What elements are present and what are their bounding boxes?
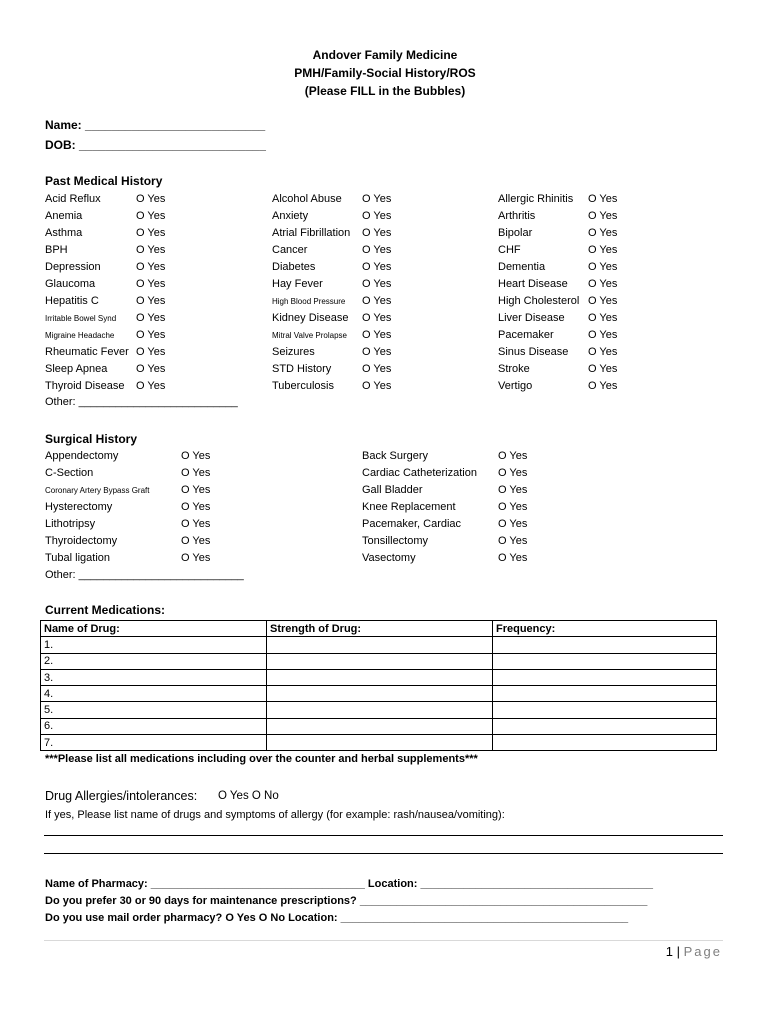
- pmh-yes-bubble[interactable]: O Yes: [588, 210, 618, 222]
- surgery-label: Lithotripsy: [45, 518, 96, 530]
- pmh-condition-label: Heart Disease: [498, 278, 568, 290]
- pmh-yes-bubble[interactable]: O Yes: [588, 227, 618, 239]
- pmh-yes-bubble[interactable]: O Yes: [588, 193, 618, 205]
- medication-name-cell[interactable]: 6.: [41, 718, 267, 734]
- pmh-condition-label: Sleep Apnea: [45, 363, 108, 375]
- pmh-yes-bubble[interactable]: O Yes: [588, 278, 618, 290]
- pmh-other-field[interactable]: Other: __________________________: [45, 396, 238, 408]
- col-drug-strength: Strength of Drug:: [267, 621, 493, 637]
- pmh-yes-bubble[interactable]: O Yes: [588, 244, 618, 256]
- col-drug-name: Name of Drug:: [41, 621, 267, 637]
- allergies-instruction: If yes, Please list name of drugs and symptoms of allergy (for example: rash/nausea/vomiting):: [45, 809, 505, 821]
- pmh-yes-bubble[interactable]: O Yes: [136, 210, 166, 222]
- pmh-yes-bubble[interactable]: O Yes: [362, 210, 392, 222]
- medication-name-cell[interactable]: 7.: [41, 735, 267, 751]
- pmh-condition-label: Kidney Disease: [272, 312, 349, 324]
- surgery-label: Pacemaker, Cardiac: [362, 518, 462, 530]
- surgery-label: C-Section: [45, 467, 94, 479]
- pmh-yes-bubble[interactable]: O Yes: [588, 312, 618, 324]
- pmh-yes-bubble[interactable]: O Yes: [362, 346, 392, 358]
- form-title: Andover Family Medicine: [312, 48, 458, 62]
- page-number: [666, 944, 722, 959]
- pmh-condition-label: Stroke: [498, 363, 530, 375]
- medication-strength-cell[interactable]: [267, 637, 493, 653]
- pmh-yes-bubble[interactable]: O Yes: [362, 261, 392, 273]
- allergy-line-2[interactable]: [44, 853, 723, 854]
- name-field[interactable]: Name: ___________________________: [45, 118, 266, 132]
- surgery-label: Hysterectomy: [45, 501, 113, 513]
- medication-row: [41, 653, 717, 669]
- surgery-label: Gall Bladder: [362, 484, 423, 496]
- medication-name-cell[interactable]: 2.: [41, 653, 267, 669]
- pmh-condition-label: STD History: [272, 363, 332, 375]
- medication-row: [41, 669, 717, 685]
- medication-frequency-cell[interactable]: [493, 718, 717, 734]
- medications-header-row: [41, 621, 717, 637]
- pmh-condition-label: Hepatitis C: [45, 295, 99, 307]
- mail-order-field[interactable]: Do you use mail order pharmacy? O Yes O No Location: _______________________________________________: [45, 912, 629, 924]
- surgery-label: Vasectomy: [362, 552, 416, 564]
- medications-note: ***Please list all medications including over the counter and herbal supplements***: [45, 753, 478, 765]
- pmh-yes-bubble[interactable]: O Yes: [362, 380, 392, 392]
- pmh-yes-bubble[interactable]: O Yes: [588, 346, 618, 358]
- medication-strength-cell[interactable]: [267, 653, 493, 669]
- pmh-condition-label: Irritable Bowel Synd: [45, 314, 117, 323]
- pmh-condition-label: Dementia: [498, 261, 546, 273]
- pmh-condition-label: Cancer: [272, 244, 308, 256]
- medication-row: [41, 702, 717, 718]
- pmh-yes-bubble[interactable]: O Yes: [588, 380, 618, 392]
- allergy-line-1[interactable]: [44, 835, 723, 836]
- surgery-yes-bubble[interactable]: O Yes: [498, 501, 528, 513]
- pmh-condition-label: CHF: [498, 244, 521, 256]
- medication-frequency-cell[interactable]: [493, 735, 717, 751]
- pmh-condition-label: Anxiety: [272, 210, 309, 222]
- surgery-yes-bubble[interactable]: O Yes: [498, 467, 528, 479]
- surgery-yes-bubble[interactable]: O Yes: [498, 450, 528, 462]
- pmh-yes-bubble[interactable]: O Yes: [588, 329, 618, 341]
- pmh-yes-bubble[interactable]: O Yes: [362, 244, 392, 256]
- surgery-yes-bubble[interactable]: O Yes: [181, 484, 211, 496]
- medication-name-cell[interactable]: 1.: [41, 637, 267, 653]
- pmh-condition-label: Diabetes: [272, 261, 316, 273]
- surgical-title: Surgical History: [45, 432, 138, 446]
- surgery-yes-bubble[interactable]: O Yes: [498, 535, 528, 547]
- pmh-condition-label: Alcohol Abuse: [272, 193, 342, 205]
- pmh-yes-bubble[interactable]: O Yes: [362, 193, 392, 205]
- pmh-condition-label: Glaucoma: [45, 278, 96, 290]
- pmh-yes-bubble[interactable]: O Yes: [588, 295, 618, 307]
- pmh-condition-label: Allergic Rhinitis: [498, 193, 574, 205]
- surgery-label: Tubal ligation: [45, 552, 111, 564]
- surgery-yes-bubble[interactable]: O Yes: [181, 552, 211, 564]
- pmh-condition-label: Sinus Disease: [498, 346, 569, 358]
- pmh-condition-label: Thyroid Disease: [45, 380, 125, 392]
- medication-strength-cell[interactable]: [267, 718, 493, 734]
- medication-frequency-cell[interactable]: [493, 637, 717, 653]
- pmh-condition-label: Depression: [45, 261, 101, 273]
- surgery-yes-bubble[interactable]: O Yes: [498, 518, 528, 530]
- pmh-yes-bubble[interactable]: O Yes: [362, 227, 392, 239]
- medication-name-cell[interactable]: 4.: [41, 686, 267, 702]
- surgery-yes-bubble[interactable]: O Yes: [498, 552, 528, 564]
- pmh-condition-label: Bipolar: [498, 227, 533, 239]
- medication-frequency-cell[interactable]: [493, 669, 717, 685]
- pmh-yes-bubble[interactable]: O Yes: [136, 363, 166, 375]
- pmh-condition-label: Vertigo: [498, 380, 533, 392]
- pmh-yes-bubble[interactable]: O Yes: [136, 295, 166, 307]
- surgery-yes-bubble[interactable]: O Yes: [181, 535, 211, 547]
- medication-strength-cell[interactable]: [267, 686, 493, 702]
- pmh-condition-label: Hay Fever: [272, 278, 323, 290]
- medication-strength-cell[interactable]: [267, 702, 493, 718]
- pmh-condition-label: Mitral Valve Prolapse: [272, 331, 347, 340]
- pmh-condition-label: Arthritis: [498, 210, 536, 222]
- form-subtitle: PMH/Family-Social History/ROS: [294, 66, 476, 80]
- medication-row: [41, 637, 717, 653]
- pmh-condition-label: Pacemaker: [498, 329, 554, 341]
- pmh-yes-bubble[interactable]: O Yes: [136, 312, 166, 324]
- medication-strength-cell[interactable]: [267, 735, 493, 751]
- surgery-label: Appendectomy: [45, 450, 119, 462]
- page-separator: |: [676, 944, 680, 959]
- pmh-condition-label: Acid Reflux: [45, 193, 101, 205]
- pmh-condition-label: High Blood Pressure: [272, 297, 346, 306]
- pmh-condition-label: Asthma: [45, 227, 83, 239]
- page-number-value: 1: [665, 944, 673, 959]
- dob-field[interactable]: DOB: ____________________________: [45, 138, 266, 152]
- surgery-label: Tonsillectomy: [362, 535, 429, 547]
- pmh-yes-bubble[interactable]: O Yes: [362, 278, 392, 290]
- medication-row: [41, 735, 717, 751]
- surgery-label: Coronary Artery Bypass Graft: [45, 486, 150, 495]
- pmh-yes-bubble[interactable]: O Yes: [362, 312, 392, 324]
- pmh-condition-label: Liver Disease: [498, 312, 565, 324]
- pmh-title: Past Medical History: [45, 174, 163, 188]
- pmh-yes-bubble[interactable]: O Yes: [362, 295, 392, 307]
- surgery-yes-bubble[interactable]: O Yes: [181, 501, 211, 513]
- pmh-condition-label: Migraine Headache: [45, 331, 115, 340]
- pharmacy-name-field[interactable]: Name of Pharmacy: ___________________________________ Location: ______________________________________: [45, 878, 653, 890]
- surgery-yes-bubble[interactable]: O Yes: [181, 518, 211, 530]
- pmh-yes-bubble[interactable]: O Yes: [136, 227, 166, 239]
- surgery-label: Thyroidectomy: [45, 535, 118, 547]
- pmh-yes-bubble[interactable]: O Yes: [588, 363, 618, 375]
- pmh-condition-label: Rheumatic Fever: [45, 346, 129, 358]
- pmh-yes-bubble[interactable]: O Yes: [362, 363, 392, 375]
- pmh-yes-bubble[interactable]: O Yes: [136, 244, 166, 256]
- form-instruction: (Please FILL in the Bubbles): [304, 84, 466, 98]
- pmh-condition-label: High Cholesterol: [498, 295, 580, 307]
- pmh-yes-bubble[interactable]: O Yes: [136, 380, 166, 392]
- pmh-yes-bubble[interactable]: O Yes: [362, 329, 392, 341]
- medication-name-cell[interactable]: 5.: [41, 702, 267, 718]
- medication-name-cell[interactable]: 3.: [41, 669, 267, 685]
- page-word: Page: [683, 944, 722, 959]
- pmh-condition-label: Anemia: [45, 210, 83, 222]
- medications-title: Current Medications:: [45, 603, 166, 617]
- medication-frequency-cell[interactable]: [493, 702, 717, 718]
- medication-frequency-cell[interactable]: [493, 686, 717, 702]
- medication-frequency-cell[interactable]: [493, 653, 717, 669]
- surgery-label: Back Surgery: [362, 450, 429, 462]
- surgery-yes-bubble[interactable]: O Yes: [181, 467, 211, 479]
- surgical-other-field[interactable]: Other: ___________________________: [45, 569, 244, 581]
- surgery-yes-bubble[interactable]: O Yes: [498, 484, 528, 496]
- pmh-condition-label: Seizures: [272, 346, 315, 358]
- pmh-yes-bubble[interactable]: O Yes: [136, 346, 166, 358]
- pmh-condition-label: Tuberculosis: [272, 380, 334, 392]
- footer-divider: [44, 940, 723, 941]
- pmh-yes-bubble[interactable]: O Yes: [136, 261, 166, 273]
- medication-row: [41, 718, 717, 734]
- allergies-options[interactable]: O Yes O No: [218, 790, 279, 802]
- medications-table: [40, 620, 717, 751]
- allergies-label: Drug Allergies/intolerances:: [45, 789, 198, 803]
- pmh-yes-bubble[interactable]: O Yes: [136, 329, 166, 341]
- pmh-condition-label: BPH: [45, 244, 68, 256]
- medication-strength-cell[interactable]: [267, 669, 493, 685]
- surgery-yes-bubble[interactable]: O Yes: [181, 450, 211, 462]
- medication-row: [41, 686, 717, 702]
- maintenance-prescriptions-field[interactable]: Do you prefer 30 or 90 days for maintenance prescriptions? _______________________________________________: [45, 895, 648, 907]
- pmh-yes-bubble[interactable]: O Yes: [588, 261, 618, 273]
- pmh-yes-bubble[interactable]: O Yes: [136, 278, 166, 290]
- surgery-label: Cardiac Catheterization: [362, 467, 477, 479]
- pmh-condition-label: Atrial Fibrillation: [272, 227, 351, 239]
- pmh-yes-bubble[interactable]: O Yes: [136, 193, 166, 205]
- surgery-label: Knee Replacement: [362, 501, 456, 513]
- col-drug-frequency: Frequency:: [493, 621, 717, 637]
